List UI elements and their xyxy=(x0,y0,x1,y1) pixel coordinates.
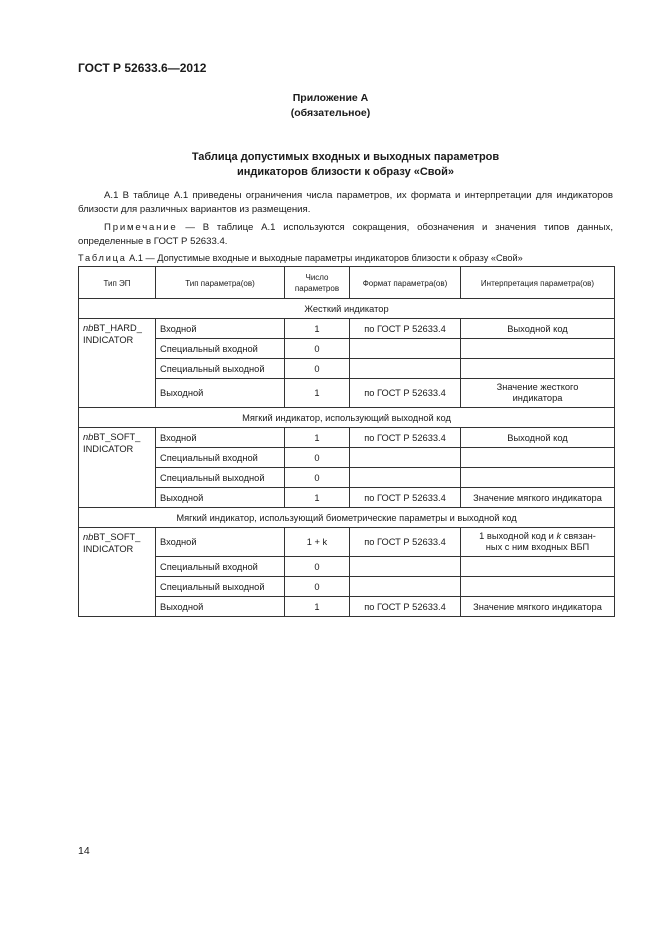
interp-cell xyxy=(461,577,615,597)
header-param-type: Тип параметра(ов) xyxy=(156,267,285,299)
type-ep-soft-bio xyxy=(79,528,156,617)
type-ep-hard xyxy=(79,319,156,408)
header-count xyxy=(285,267,350,299)
header-format: Формат параметра(ов) xyxy=(350,267,461,299)
format-cell: по ГОСТ Р 52633.4 xyxy=(350,597,461,617)
format-cell: по ГОСТ Р 52633.4 xyxy=(350,319,461,339)
interp-cell: Значение мягкого индикатора xyxy=(461,597,615,617)
count-cell: 0 xyxy=(285,557,350,577)
format-cell xyxy=(350,577,461,597)
paragraph-a1 xyxy=(78,189,613,216)
type-line1: BT_SOFT_ xyxy=(93,532,141,542)
count-cell: 1 xyxy=(285,379,350,408)
standard-code: ГОСТ Р 52633.6—2012 xyxy=(78,61,207,75)
format-cell xyxy=(350,339,461,359)
type-prefix: nb xyxy=(83,432,94,442)
interp-cell xyxy=(461,379,615,408)
header-type-ep: Тип ЭП xyxy=(79,267,156,299)
count-cell: 1 xyxy=(285,319,350,339)
count-cell: 1 xyxy=(285,597,350,617)
format-cell: по ГОСТ Р 52633.4 xyxy=(350,428,461,448)
interp-cell xyxy=(461,468,615,488)
count-cell: 1 xyxy=(285,428,350,448)
type-prefix: nb xyxy=(83,323,94,333)
table-row xyxy=(79,577,615,597)
format-cell xyxy=(350,557,461,577)
param-cell: Входной xyxy=(156,428,285,448)
table-row xyxy=(79,597,615,617)
interp-cell xyxy=(461,557,615,577)
section-title xyxy=(0,150,661,180)
table-row xyxy=(79,488,615,508)
table-row xyxy=(79,339,615,359)
interp-line2: индикатора xyxy=(512,393,563,403)
note-paragraph xyxy=(78,221,613,248)
section-title-soft-bio: Мягкий индикатор, использующий биометрические параметры и выходной код xyxy=(79,508,615,528)
type-line1: BT_HARD_ xyxy=(93,323,142,333)
header-count-line2: параметров xyxy=(294,284,340,293)
paragraph-a1-text: А.1 В таблице А.1 приведены ограничения числа параметров, их формата и интерпретации для индикаторов близости для различных вариантов из размещения. xyxy=(78,190,613,215)
table-row xyxy=(79,428,615,448)
annex-status: (обязательное) xyxy=(290,107,371,119)
type-line1: BT_SOFT_ xyxy=(93,432,141,442)
param-cell: Входной xyxy=(156,528,285,557)
format-cell xyxy=(350,448,461,468)
section-title-line2: индикаторов близости к образу «Свой» xyxy=(236,166,455,178)
table-row xyxy=(79,557,615,577)
param-cell: Специальный входной xyxy=(156,339,285,359)
count-cell: 0 xyxy=(285,339,350,359)
param-cell: Выходной xyxy=(156,597,285,617)
parameters-table xyxy=(78,266,615,617)
param-cell: Специальный входной xyxy=(156,448,285,468)
interp-line2: ных с ним входных ВБП xyxy=(485,542,590,552)
type-prefix: nb xyxy=(83,532,94,542)
format-cell: по ГОСТ Р 52633.4 xyxy=(350,379,461,408)
section-title-line1: Таблица допустимых входных и выходных параметров xyxy=(191,151,500,163)
param-cell: Специальный выходной xyxy=(156,577,285,597)
table-row xyxy=(79,359,615,379)
header-count-line1: Число xyxy=(305,273,329,282)
section-title-soft: Мягкий индикатор, использующий выходной код xyxy=(79,408,615,428)
format-cell xyxy=(350,359,461,379)
table-row xyxy=(79,468,615,488)
interp-cell: Выходной код xyxy=(461,428,615,448)
interp-cell: Выходной код xyxy=(461,319,615,339)
count-cell: 0 xyxy=(285,448,350,468)
format-cell: по ГОСТ Р 52633.4 xyxy=(350,528,461,557)
param-cell: Выходной xyxy=(156,379,285,408)
count-cell: 0 xyxy=(285,468,350,488)
type-line2: INDICATOR xyxy=(83,335,134,345)
annex-heading xyxy=(0,91,661,121)
table-row xyxy=(79,448,615,468)
type-line2: INDICATOR xyxy=(83,544,134,554)
interp-cell xyxy=(461,448,615,468)
table-row xyxy=(79,379,615,408)
param-cell: Специальный выходной xyxy=(156,359,285,379)
interp-k: k xyxy=(556,531,562,541)
interp-line1b: связан- xyxy=(561,531,596,541)
note-label: Примечание xyxy=(104,222,178,233)
table-row xyxy=(79,319,615,339)
param-cell: Специальный входной xyxy=(156,557,285,577)
interp-line1: Значение жесткого xyxy=(496,382,579,392)
section-row-hard xyxy=(79,299,615,319)
param-cell: Входной xyxy=(156,319,285,339)
header-interpretation: Интерпретация параметра(ов) xyxy=(461,267,615,299)
count-cell: 1 + k xyxy=(285,528,350,557)
section-row-soft xyxy=(79,408,615,428)
interp-cell xyxy=(461,339,615,359)
type-line2: INDICATOR xyxy=(83,444,134,454)
count-cell: 0 xyxy=(285,359,350,379)
interp-cell xyxy=(461,528,615,557)
format-cell: по ГОСТ Р 52633.4 xyxy=(350,488,461,508)
count-cell: 0 xyxy=(285,577,350,597)
interp-cell xyxy=(461,359,615,379)
section-row-soft-bio xyxy=(79,508,615,528)
param-cell: Специальный выходной xyxy=(156,468,285,488)
annex-title: Приложение А xyxy=(292,92,369,104)
page-number: 14 xyxy=(78,845,90,857)
note-text: — В таблице А.1 используются сокращения, обозначения и значения типов данных, определенные в ГОСТ Р 52633.4. xyxy=(78,222,613,247)
table-caption-label: Таблица xyxy=(78,253,127,263)
interp-cell: Значение мягкого индикатора xyxy=(461,488,615,508)
table-header-row xyxy=(79,267,615,299)
count-cell: 1 xyxy=(285,488,350,508)
param-cell: Выходной xyxy=(156,488,285,508)
table-caption-text: А.1 — Допустимые входные и выходные параметры индикаторов близости к образу «Свой» xyxy=(126,253,523,263)
table-caption xyxy=(78,253,523,263)
type-ep-soft xyxy=(79,428,156,508)
table-row xyxy=(79,528,615,557)
section-title-hard: Жесткий индикатор xyxy=(79,299,615,319)
format-cell xyxy=(350,468,461,488)
interp-line1a: 1 выходной код и xyxy=(479,531,557,541)
